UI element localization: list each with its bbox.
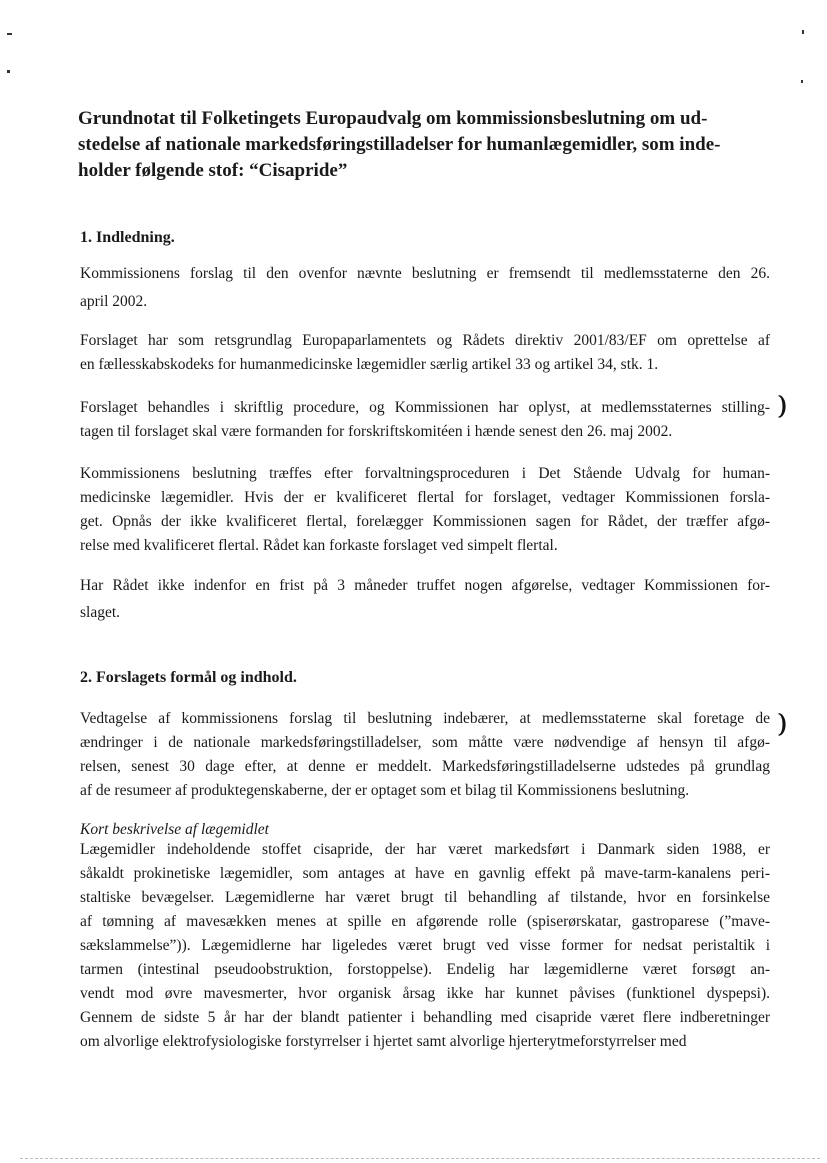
paragraph-line: såkaldt prokinetiske lægemidler, som antages at have en gavnlig effekt på mave-tarm-kanalens peri-	[80, 865, 770, 882]
paragraph-line: relse med kvalificeret flertal. Rådet kan forkaste forslaget ved simpelt flertal.	[80, 537, 558, 554]
paragraph-line: Gennem de sidste 5 år har der blandt patienter i behandling med cisapride været flere indberetninger	[80, 1009, 770, 1026]
scan-speck	[7, 33, 12, 35]
scan-edge-divider	[20, 1158, 820, 1160]
document-title	[78, 106, 758, 184]
paragraph-line: vendt mod øvre mavesmerter, hvor organisk årsag ikke har kunnet påvises (funktionel dyspepsi).	[80, 985, 770, 1002]
paragraph-line: Kommissionens forslag til den ovenfor nævnte beslutning er fremsendt til medlemsstaterne den 26.	[80, 265, 770, 282]
paragraph-line: Kommissionens beslutning træffes efter forvaltningsproceduren i Det Stående Udvalg for human-	[80, 465, 770, 482]
section-1-heading: 1. Indledning.	[80, 229, 175, 246]
paragraph-line: slaget.	[80, 604, 121, 621]
title-line: holder følgende stof: “Cisapride”	[78, 160, 348, 181]
section-2-heading: 2. Forslagets formål og indhold.	[80, 669, 297, 686]
paragraph-line: en fællesskabskodeks for humanmedicinske lægemidler særlig artikel 33 og artikel 34, stk. 1.	[80, 356, 659, 373]
paragraph-line: Forslaget behandles i skriftlig procedure, og Kommissionen har oplyst, at medlemsstaternes stilling-	[80, 399, 770, 416]
paragraph-line: Forslaget har som retsgrundlag Europaparlamentets og Rådets direktiv 2001/83/EF om oprettelse af	[80, 332, 770, 349]
paragraph-line: Vedtagelse af kommissionens forslag til beslutning indebærer, at medlemsstaterne skal foretage de	[80, 710, 770, 727]
subheading: Kort beskrivelse af lægemidlet	[80, 821, 269, 838]
paragraph-line: om alvorlige elektrofysiologiske forstyrrelser i hjertet samt alvorlige hjerterytmeforstyrrelser med	[80, 1033, 687, 1050]
title-line: stedelse af nationale markedsføringstilladelser for humanlægemidler, som inde-	[78, 134, 721, 155]
paragraph-line: Lægemidler indeholdende stoffet cisapride, der har været markedsført i Danmark siden 1988, er	[80, 841, 770, 858]
margin-mark-icon: ❩	[776, 712, 789, 738]
title-line: Grundnotat til Folketingets Europaudvalg om kommissionsbeslutning om ud-	[78, 108, 708, 129]
paragraph-line: tarmen (intestinal pseudoobstruktion, forstoppelse). Endelig har lægemidlerne været forsøgt an-	[80, 961, 770, 978]
paragraph-line: sækslammelse”)). Lægemidlerne har ligeledes været brugt ved visse former for nedsat peristaltik i	[80, 937, 770, 954]
paragraph-line: medicinske lægemidler. Hvis der er kvalificeret flertal for forslaget, vedtager Kommissionen forsla-	[80, 489, 770, 506]
paragraph-line: get. Opnås der ikke kvalificeret flertal, forelægger Kommissionen sagen for Rådet, der træffer afgø-	[80, 513, 770, 530]
paragraph-line: relsen, senest 30 dage efter, at denne er meddelt. Markedsføringstilladelserne udstedes på grundlag	[80, 758, 770, 775]
margin-mark-icon: ❩	[776, 394, 789, 420]
paragraph-line: ændringer i de nationale markedsføringstilladelser, som måtte være nødvendige af hensyn til afgø-	[80, 734, 770, 751]
paragraph-line: af de resumeer af produktegenskaberne, der er optaget som et bilag til Kommissionens beslutning.	[80, 782, 690, 799]
scan-speck	[801, 80, 803, 83]
paragraph-line: staltiske bevægelser. Lægemidlerne har været brugt til behandling af tilstande, hvor en forsinkelse	[80, 889, 770, 906]
paragraph-line: tagen til forslaget skal være formanden for forskriftskomitéen i hænde senest den 26. maj 2002.	[80, 423, 673, 440]
scan-speck	[802, 30, 804, 34]
paragraph-line: Har Rådet ikke indenfor en frist på 3 måneder truffet nogen afgørelse, vedtager Kommissionen for-	[80, 577, 770, 594]
paragraph-line: af tømning af mavesækken menes at spille en afgørende rolle (spiserørskatar, gastroparese (”mave-	[80, 913, 770, 930]
paragraph-line: april 2002.	[80, 293, 148, 310]
scan-speck	[7, 70, 10, 73]
